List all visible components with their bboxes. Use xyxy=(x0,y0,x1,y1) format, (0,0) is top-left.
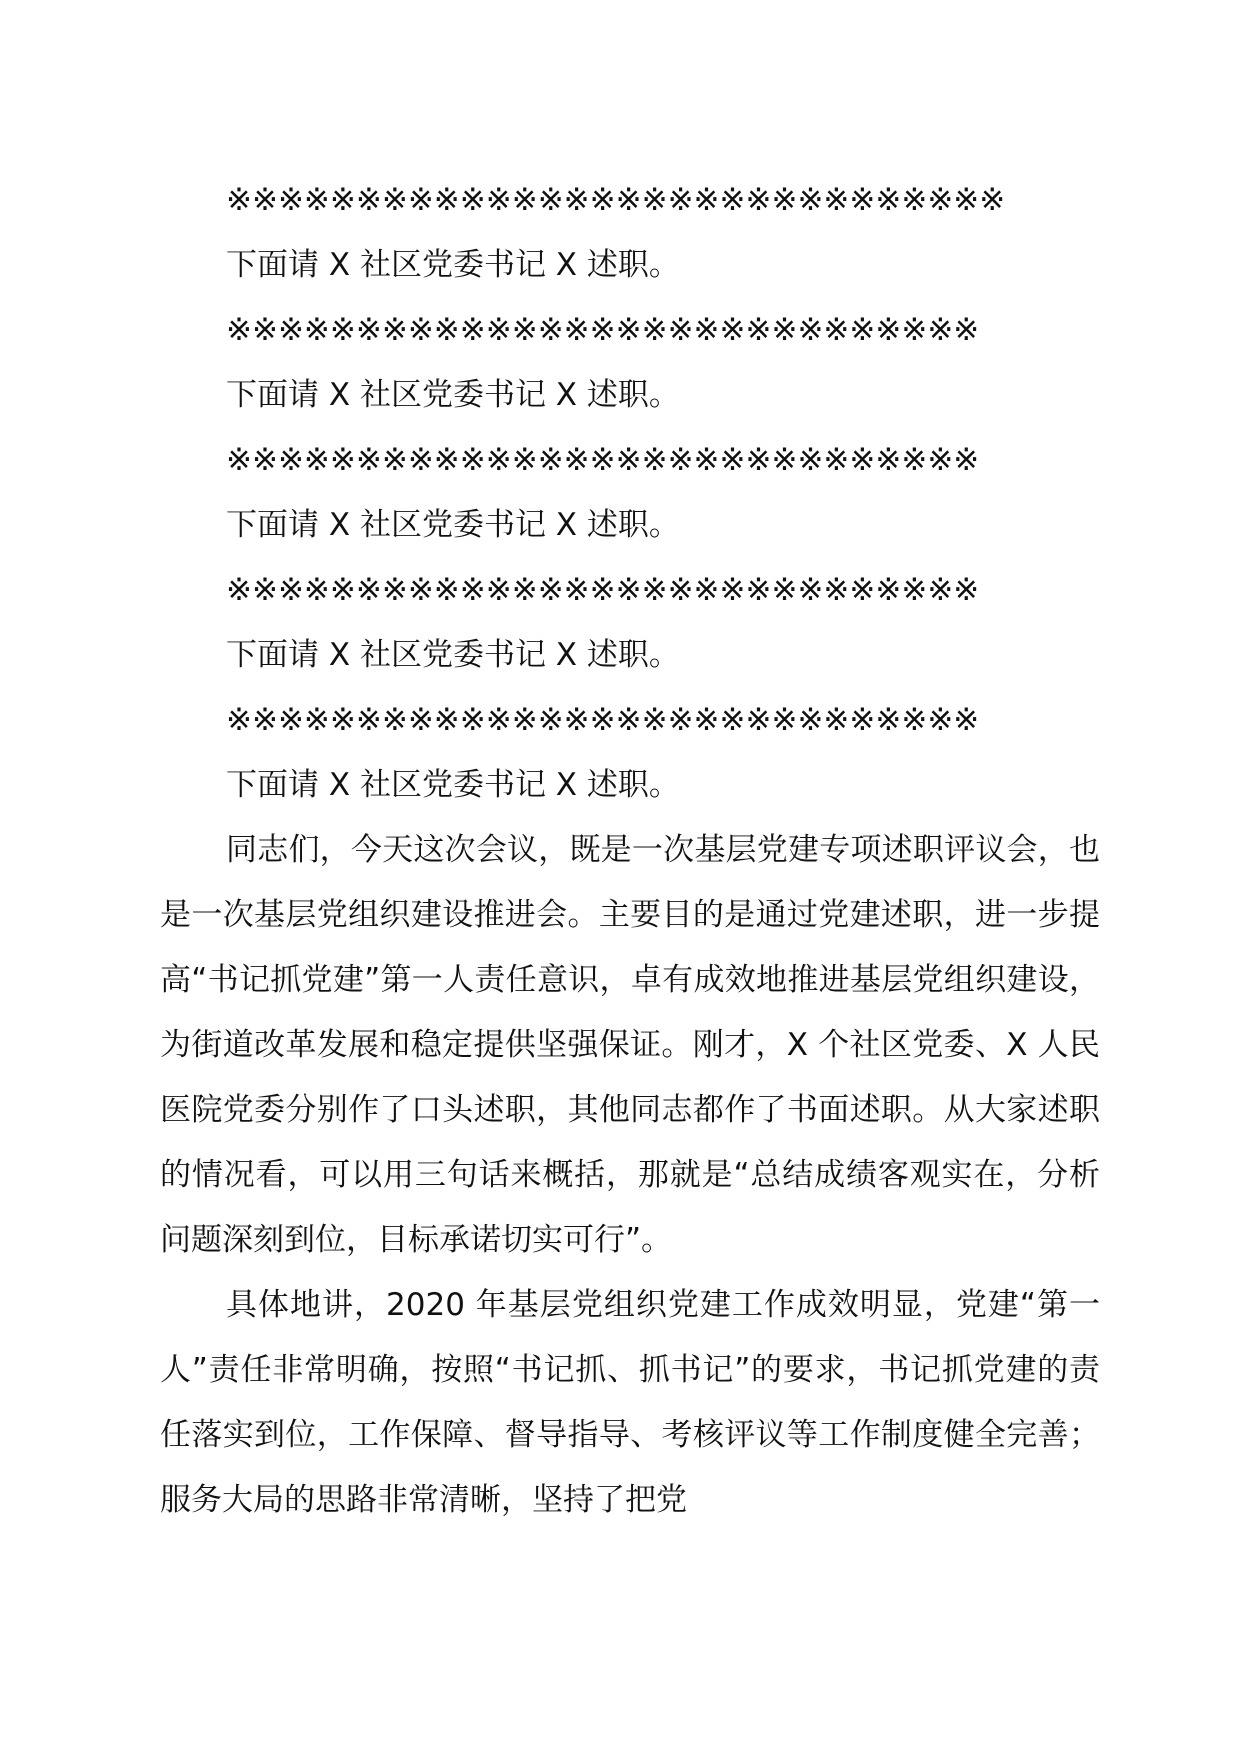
text-line: 下面请 X 社区党委书记 X 述职。 xyxy=(226,247,680,283)
text-line: 下面请 X 社区党委书记 X 述职。 xyxy=(226,637,680,673)
text-line: 下面请 X 社区党委书记 X 述职。 xyxy=(226,507,680,543)
separator-line: ※※※※※※※※※※※※※※※※※※※※※※※※※※※※※ xyxy=(226,572,980,608)
body-paragraph: 同志们，今天这次会议，既是一次基层党建专项述职评议会，也是一次基层党组织建设推进会。主要目的是通过党建述职，进一步提高“书记抓党建”第一人责任意识，卓有成效地推进基层党组织建设，为街道改革发展和稳定提供坚强保证。刚才，X 个社区党委、X 人民医院党委分别作了口头述职，其他同志都作了书面述职。从大家述职的情况看，可以用三句话来概括，那就是“总结成绩客观实在，分析问题深刻到位，目标承诺切实可行”。 xyxy=(160,832,1100,1258)
body-paragraph: 具体地讲，2020 年基层党组织党建工作成效明显，党建“第一人”责任非常明确，按照“书记抓、抓书记”的要求，书记抓党建的责任落实到位，工作保障、督导指导、考核评议等工作制度健全完善；服务大局的思路非常清晰，坚持了把党 xyxy=(160,1287,1100,1518)
separator-line: ※※※※※※※※※※※※※※※※※※※※※※※※※※※※※ xyxy=(226,442,980,478)
text-line: 下面请 X 社区党委书记 X 述职。 xyxy=(226,377,680,413)
separator-line: ※※※※※※※※※※※※※※※※※※※※※※※※※※※※※※ xyxy=(226,182,1006,218)
separator-line: ※※※※※※※※※※※※※※※※※※※※※※※※※※※※※ xyxy=(226,702,980,738)
separator-line: ※※※※※※※※※※※※※※※※※※※※※※※※※※※※※ xyxy=(226,312,980,348)
text-line: 下面请 X 社区党委书记 X 述职。 xyxy=(226,767,680,803)
document-body xyxy=(160,168,1100,1533)
